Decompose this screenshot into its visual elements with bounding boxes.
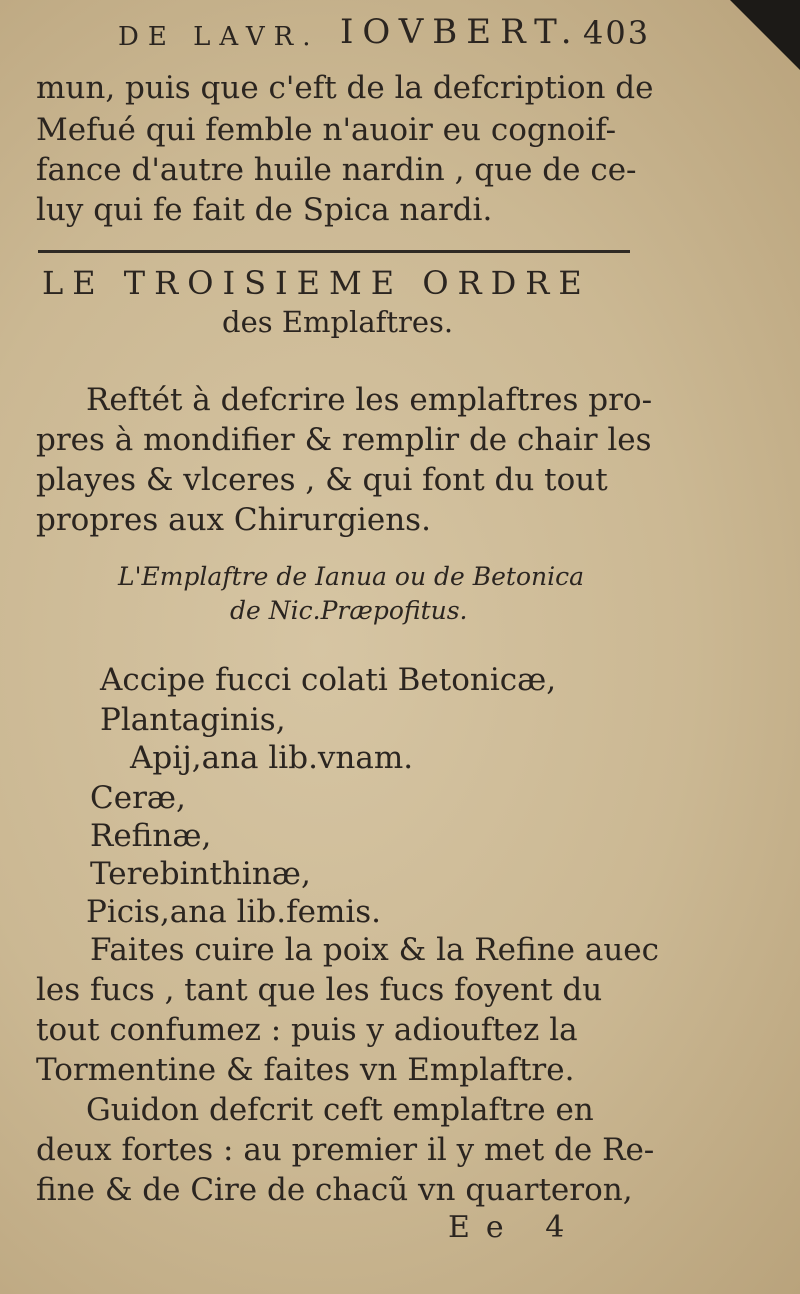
intro-line: mun, puis que c'eft de la defcription de: [36, 70, 654, 106]
section-subtitle: des Emplaftres.: [222, 305, 454, 339]
instruction-line: tout confumez : puis y adiouftez la: [36, 1012, 578, 1048]
instruction-line: Faites cuire la poix & la Refine auec: [90, 932, 660, 968]
page-corner-shadow: [730, 0, 800, 70]
ingredient-line: Picis,ana lib.femis.: [86, 894, 382, 930]
signature-mark: Ee 4: [448, 1210, 581, 1245]
intro-line: luy qui fe fait de Spica nardi.: [36, 192, 493, 228]
intro-line: fance d'autre huile nardin , que de ce-: [36, 152, 637, 188]
ingredient-line: Plantaginis,: [100, 702, 286, 738]
ingredient-line: Accipe fucci colati Betonicæ,: [100, 662, 557, 698]
ingredient-line: Refinæ,: [90, 818, 212, 854]
ingredient-line: Ceræ,: [90, 780, 186, 816]
recipe-title: L'Emplaftre de Ianua ou de Betonica: [118, 562, 585, 591]
instruction-line: deux fortes : au premier il y met de Re-: [36, 1132, 655, 1168]
instruction-line: Tormentine & faites vn Emplaftre.: [36, 1052, 575, 1088]
body-line: pres à mondifier & remplir de chair les: [36, 422, 652, 458]
body-line: Reftét à defcrire les emplaftres pro-: [86, 382, 653, 418]
running-header: [118, 10, 678, 54]
recipe-subtitle: de Nic.Præpofitus.: [230, 596, 468, 625]
page-number: 403: [583, 14, 651, 52]
section-divider: [38, 250, 630, 253]
header-right: IOVBERT.: [340, 12, 581, 52]
ingredient-line: Terebinthinæ,: [90, 856, 311, 892]
intro-line: Mefué qui femble n'auoir eu cognoif-: [36, 112, 617, 148]
header-left: DE LAVR.: [118, 22, 320, 52]
body-line: propres aux Chirurgiens.: [36, 502, 431, 538]
instruction-line: Guidon defcrit ceft emplaftre en: [86, 1092, 594, 1128]
section-title: LE TROISIEME ORDRE: [42, 264, 591, 302]
instruction-line: fine & de Cire de chacũ vn quarteron,: [36, 1172, 633, 1208]
body-line: playes & vlceres , & qui font du tout: [36, 462, 608, 498]
ingredient-line: Apij,ana lib.vnam.: [130, 740, 414, 776]
instruction-line: les fucs , tant que les fucs foyent du: [36, 972, 603, 1008]
